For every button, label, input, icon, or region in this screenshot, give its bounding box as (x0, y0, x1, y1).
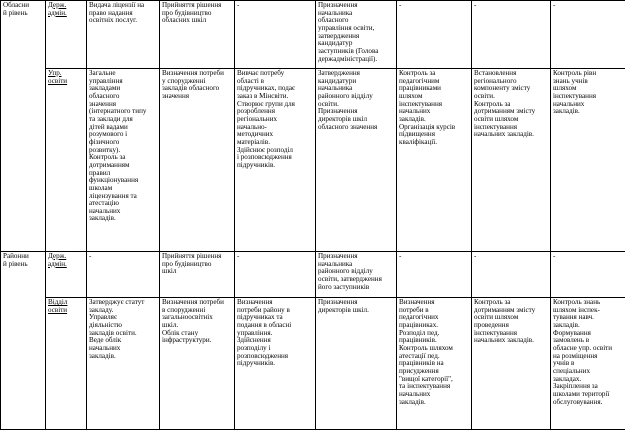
table-cell: - (397, 1, 472, 69)
table-cell: Видача ліцензії на право надання освітніх послуг. (87, 1, 160, 69)
table-cell: - (472, 1, 551, 69)
table-cell: Затверджує статут закладу. Управляє діяльністю закладів освіти. Веде облік начальних закладів. (87, 298, 160, 430)
table-cell: Загальне управління закладами обласного значення (інтернатного типу та заклади для дітей вадами розумового і фізичного розвитку). Контроль за дотриманням правил функціонування школам ліцензування та атестацію начальних закладів. (87, 69, 160, 252)
table-cell: Затвердження кандидатури начальника районного відділу освіти. Призначення директорів шкіл обласного значення (316, 69, 397, 252)
body-label: Держ. адмін. (46, 1, 87, 69)
table-cell: - (551, 252, 625, 298)
table-cell: - (551, 1, 625, 69)
table-cell: - (235, 252, 316, 298)
table-cell: Контроль за дотриманням змісту освіти шляхом проведення інспектування начальних закладів. (472, 298, 551, 430)
table-cell: - (87, 252, 160, 298)
level-label-regional: Обласни й рівень (1, 1, 46, 252)
table-row (1, 252, 625, 298)
table-cell: Контроль за педагогічним працівниками шляхом інспектування начальних закладів. Організація курсів підвищення кваліфікації. (397, 69, 472, 252)
body-label: Держ. адмін. (46, 252, 87, 298)
table-cell: Прийняття рішення про будівництво обласних шкіл (160, 1, 235, 69)
table-row (1, 1, 625, 69)
table-cell: Контроль знань шляхом інспек- тування навч. закладів. Формування замовлень в обласне упр. освіти на розміщення учнів в спеціальних закладах. Закріплення за школами території обслуговування. (551, 298, 625, 430)
table-cell: - (235, 1, 316, 69)
table-cell: Прийняття рішення про будівництво шкіл (160, 252, 235, 298)
table-cell: - (397, 252, 472, 298)
table-cell: Встановлення регіонального компоненту змісту освіти. Контроль за дотриманням змісту освіти шляхом інспектування начальних закладів. (472, 69, 551, 252)
table-cell: Визначення потреби району в підручниках та подання в обласні управління. Здійснення розподілу і розповсюдження підручників. (235, 298, 316, 430)
table-cell: Визначення потреби у спорудженні закладів обласного значення (160, 69, 235, 252)
table-cell: Визначення потреби в педагогічних працівниках. Розподіл пед. працівників. Контроль шляхом атестації пед. працівників на присудження "вищої категорії", та інспектування начальних закладів. (397, 298, 472, 430)
body-label: Відділ освіти (46, 298, 87, 430)
table-cell: Призначення начальника районного відділу освіти, затвердження його заступників (316, 252, 397, 298)
table-cell: Вивчає потребу області в підручниках, подає заказ в Мінсвіти. Створює групи для розроблення регіональних начально- методичних матеріалів. Здійснює розподіл і розповсюдження підручників. (235, 69, 316, 252)
table-row (1, 298, 625, 430)
body-label: Упр. освіти (46, 69, 87, 252)
table-cell: Призначення директорів шкіл. (316, 298, 397, 430)
table-cell: Призначення начальника обласного управління освіти, затвердження кандидатур заступників (Голова держадміністрації). (316, 1, 397, 69)
table-cell: Визначення потреби в спорудженні загальноосвітніх шкіл. Облік стану інфраструктури. (160, 298, 235, 430)
level-label-district: Районни й рівень (1, 252, 46, 430)
table-row (1, 69, 625, 252)
table-cell: Контроль рівн знань учнів шляхом інспектування начальних закладів. (551, 69, 625, 252)
table-cell: - (472, 252, 551, 298)
